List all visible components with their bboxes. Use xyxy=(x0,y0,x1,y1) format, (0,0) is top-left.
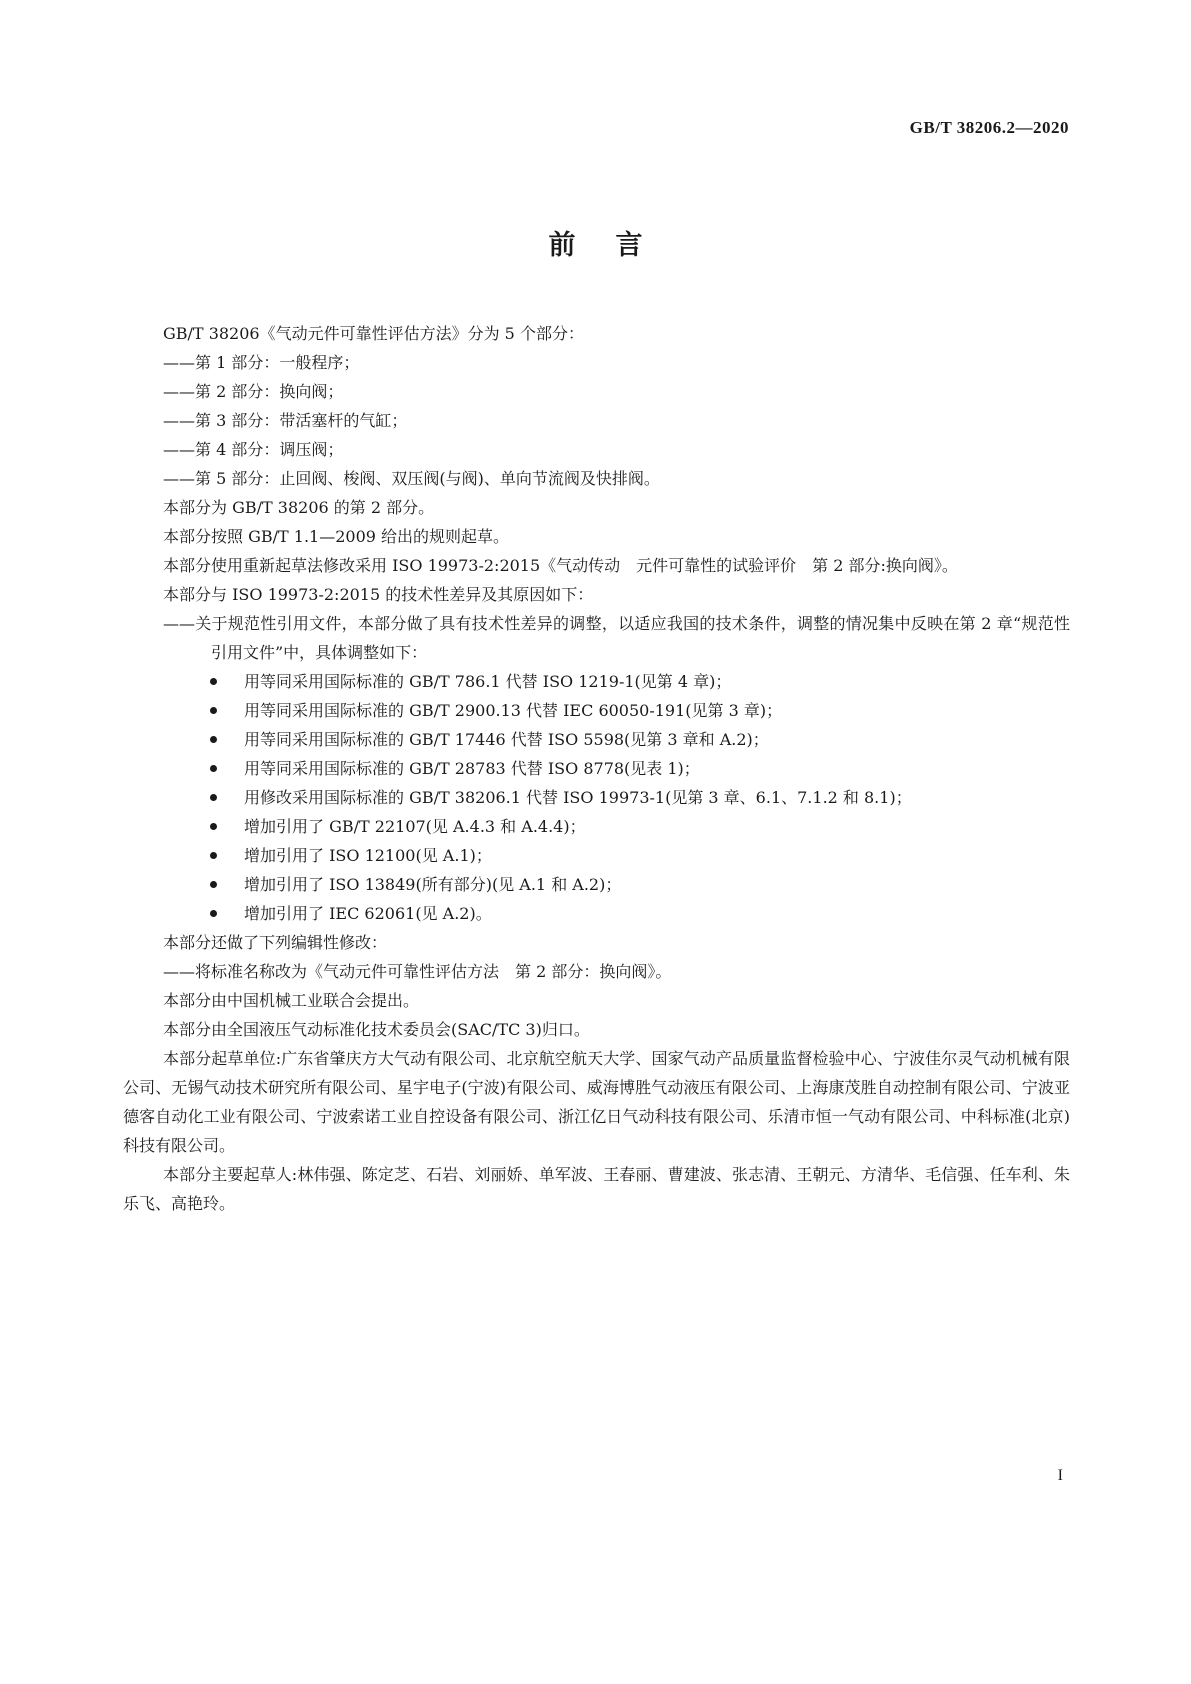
bullet-text: 用等同采用国际标准的 GB/T 786.1 代替 ISO 1219-1(见第 4 章)； xyxy=(244,672,732,691)
bullet-text: 增加引用了 GB/T 22107(见 A.4.3 和 A.4.4)； xyxy=(244,817,586,836)
bullet-text: 增加引用了 IEC 62061(见 A.2)。 xyxy=(244,904,492,923)
drafting-rules-statement: 本部分按照 GB/T 1.1—2009 给出的规则起草。 xyxy=(163,527,510,546)
bullet-text: 用修改采用国际标准的 GB/T 38206.1 代替 ISO 19973-1(见第 3 章、6.1、7.1.2 和 8.1)； xyxy=(244,788,912,807)
editorial-change-item: ——将标准名称改为《气动元件可靠性评估方法 第 2 部分：换向阀》。 xyxy=(163,962,672,981)
proposer-statement: 本部分由中国机械工业联合会提出。 xyxy=(163,991,420,1010)
bullet-dot-icon xyxy=(210,736,217,743)
bullet-text: 用等同采用国际标准的 GB/T 17446 代替 ISO 5598(见第 3 章和 A.2)； xyxy=(244,730,769,749)
bullet-text: 用等同采用国际标准的 GB/T 28783 代替 ISO 8778(见表 1)； xyxy=(244,759,700,778)
intro-paragraph: GB/T 38206《气动元件可靠性评估方法》分为 5 个部分： xyxy=(163,324,584,343)
bullet-item xyxy=(123,754,1070,783)
main-drafters: 本部分主要起草人:林伟强、陈定芝、石岩、刘丽娇、单军波、王春丽、曹建波、张志清、王朝元、方清华、毛信强、任车利、朱乐飞、高艳玲。 xyxy=(123,1165,1070,1213)
bullet-item xyxy=(123,783,1070,812)
bullet-dot-icon xyxy=(210,852,217,859)
adoption-statement: 本部分使用重新起草法修改采用 ISO 19973-2:2015《气动传动 元件可靠性的试验评价 第 2 部分:换向阀》。 xyxy=(163,556,958,575)
bullet-text: 增加引用了 ISO 13849(所有部分)(见 A.1 和 A.2)； xyxy=(244,875,622,894)
page-title: 前言 xyxy=(548,230,683,261)
bullet-dot-icon xyxy=(210,823,217,830)
bullet-text: 用等同采用国际标准的 GB/T 2900.13 代替 IEC 60050-191(见第 3 章)； xyxy=(244,701,783,720)
bullet-dot-icon xyxy=(210,794,217,801)
bullet-item xyxy=(123,899,1070,928)
bullet-item xyxy=(123,812,1070,841)
bullet-item xyxy=(123,725,1070,754)
bullet-item xyxy=(123,696,1070,725)
bullet-dot-icon xyxy=(210,881,217,888)
standard-code: GB/T 38206.2—2020 xyxy=(909,118,1069,137)
bullet-item xyxy=(123,870,1070,899)
bullet-item xyxy=(123,841,1070,870)
bullet-dot-icon xyxy=(210,765,217,772)
part-statement: 本部分为 GB/T 38206 的第 2 部分。 xyxy=(163,498,435,517)
bullet-dot-icon xyxy=(210,910,217,917)
part-list-item: ——第 3 部分：带活塞杆的气缸； xyxy=(163,411,408,430)
part-list-item: ——第 2 部分：换向阀； xyxy=(163,382,344,401)
bullet-dot-icon xyxy=(210,678,217,685)
part-list-item: ——第 1 部分：一般程序； xyxy=(163,353,360,372)
foreword-body xyxy=(123,319,1070,1218)
differences-intro: 本部分与 ISO 19973-2:2015 的技术性差异及其原因如下： xyxy=(163,585,594,604)
bullet-dot-icon xyxy=(210,707,217,714)
drafting-units: 本部分起草单位:广东省肇庆方大气动有限公司、北京航空航天大学、国家气动产品质量监督检验中心、宁波佳尔灵气动机械有限公司、无锡气动技术研究所有限公司、星宇电子(宁波)有限公司、威海博胜气动液压有限公司、上海康茂胜自动控制有限公司、宁波亚德客自动化工业有限公司、宁波索诺工业自控设备有限公司、浙江亿日气动科技有限公司、乐清市恒一气动有限公司、中科标准(北京)科技有限公司。 xyxy=(123,1049,1070,1155)
editorial-changes-intro: 本部分还做了下列编辑性修改： xyxy=(163,933,388,952)
bullet-item xyxy=(123,667,1070,696)
part-list-item: ——第 5 部分：止回阀、梭阀、双压阀(与阀)、单向节流阀及快排阀。 xyxy=(163,469,660,488)
normative-reference-note: ——关于规范性引用文件，本部分做了具有技术性差异的调整，以适应我国的技术条件，调整的情况集中反映在第 2 章“规范性引用文件”中，具体调整如下： xyxy=(163,614,1070,662)
committee-statement: 本部分由全国液压气动标准化技术委员会(SAC/TC 3)归口。 xyxy=(163,1020,590,1039)
part-list-item: ——第 4 部分：调压阀； xyxy=(163,440,344,459)
bullet-text: 增加引用了 ISO 12100(见 A.1)； xyxy=(244,846,492,865)
page-number: I xyxy=(1057,1467,1063,1484)
